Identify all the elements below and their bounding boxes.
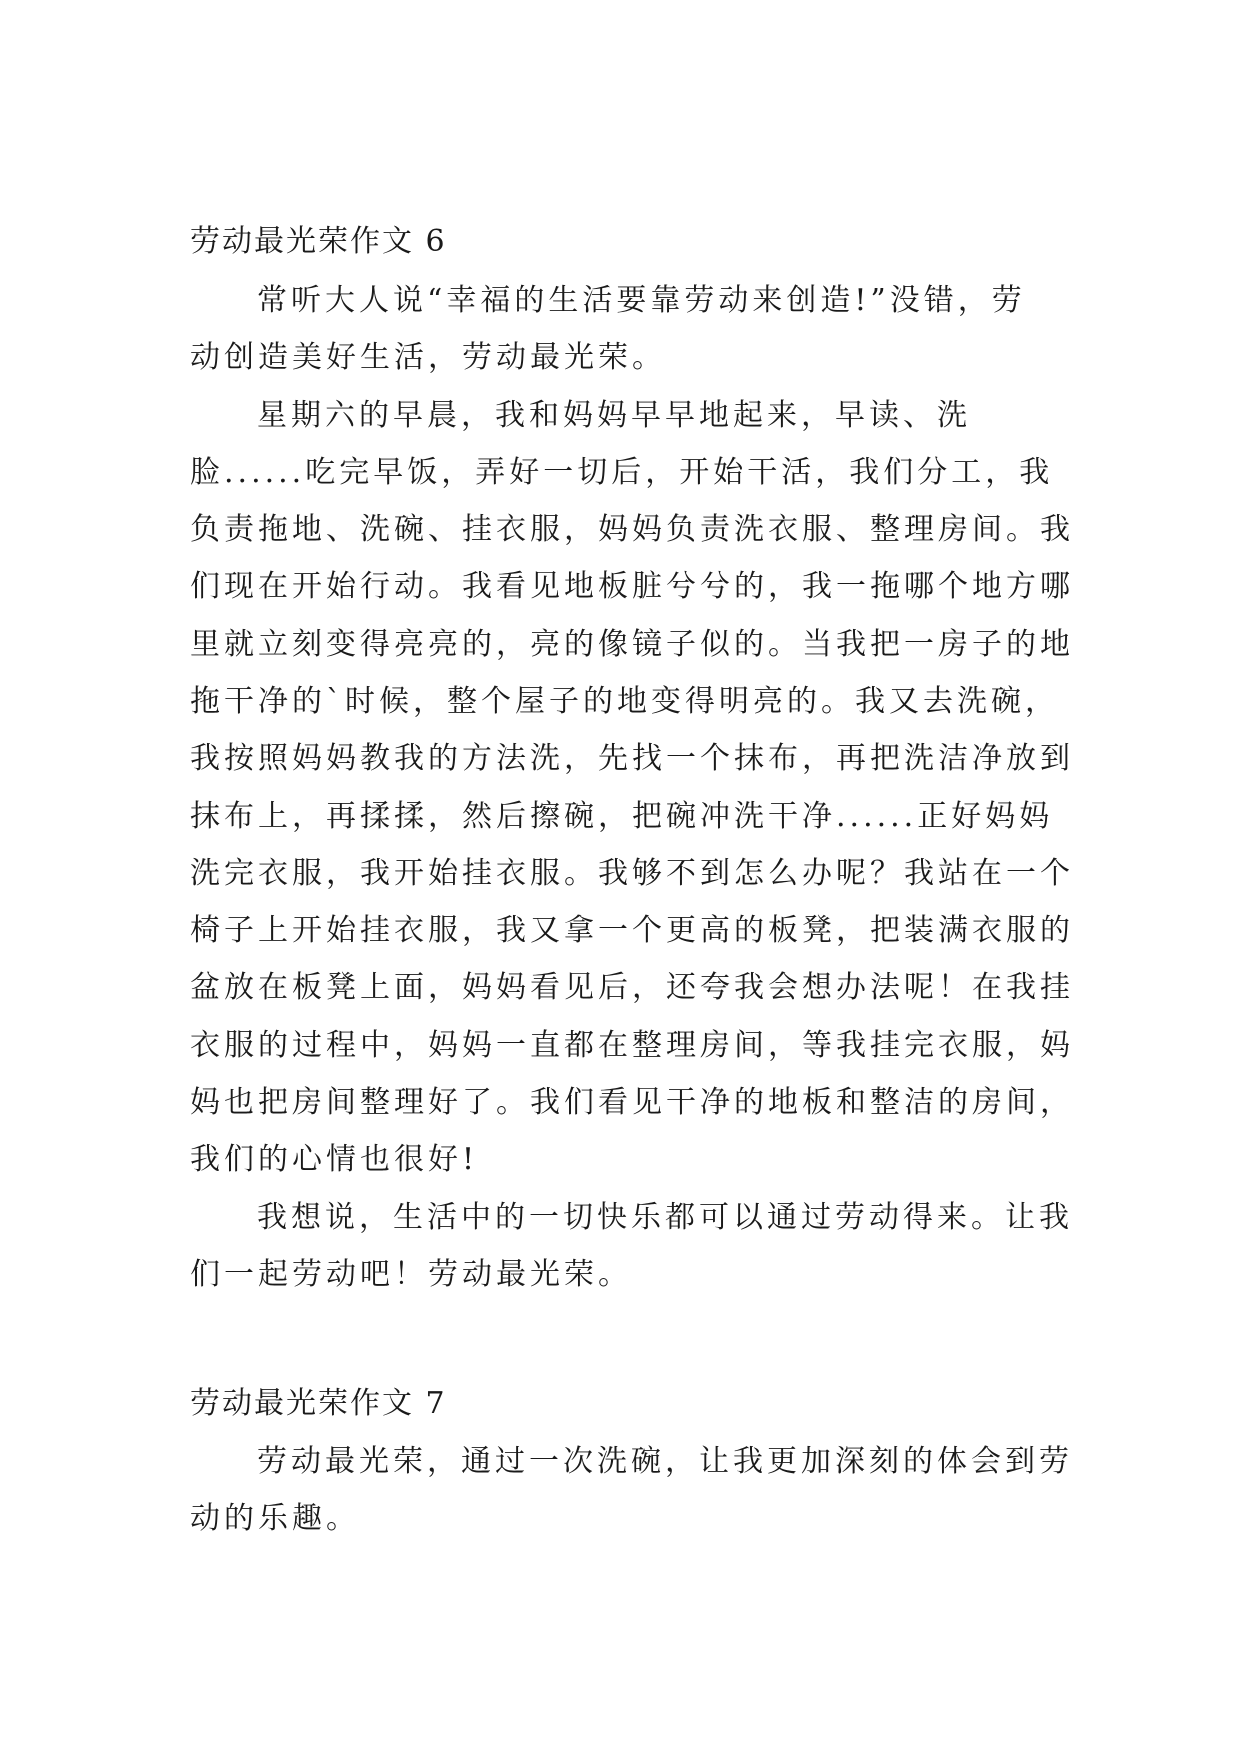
text-line: 椅子上开始挂衣服，我又拿一个更高的板凳，把装满衣服的	[190, 913, 1074, 948]
text-line: 衣服的过程中，妈妈一直都在整理房间，等我挂完衣服，妈	[190, 1028, 1074, 1063]
text-line: 拖干净的`时候，整个屋子的地变得明亮的。我又去洗碗，	[190, 684, 1059, 719]
text-line: 洗完衣服，我开始挂衣服。我够不到怎么办呢？我站在一个	[190, 856, 1074, 891]
text-line: 妈也把房间整理好了。我们看见干净的地板和整洁的房间，	[190, 1085, 1074, 1120]
text-line: 动的乐趣。	[190, 1501, 360, 1536]
text-line: 里就立刻变得亮亮的，亮的像镜子似的。当我把一房子的地	[190, 627, 1074, 662]
text-line: 负责拖地、洗碗、挂衣服，妈妈负责洗衣服、整理房间。我	[190, 512, 1074, 547]
section-heading: 劳动最光荣作文 6	[190, 224, 447, 259]
text-line: 我按照妈妈教我的方法洗，先找一个抹布，再把洗洁净放到	[190, 741, 1074, 776]
text-line: 常听大人说“幸福的生活要靠劳动来创造!”没错，劳	[257, 283, 1026, 318]
text-line: 们现在开始行动。我看见地板脏兮兮的，我一拖哪个地方哪	[190, 569, 1074, 604]
text-line: 劳动最光荣，通过一次洗碗，让我更加深刻的体会到劳	[257, 1444, 1073, 1479]
text-line: 动创造美好生活，劳动最光荣。	[190, 340, 666, 375]
text-line: 盆放在板凳上面，妈妈看见后，还夸我会想办法呢！在我挂	[190, 970, 1074, 1005]
text-line: 抹布上，再揉揉，然后擦碗，把碗冲洗干净......正好妈妈	[190, 799, 1054, 834]
text-line: 我想说，生活中的一切快乐都可以通过劳动得来。让我	[257, 1200, 1073, 1235]
text-line: 我们的心情也很好!	[190, 1142, 479, 1177]
section-heading: 劳动最光荣作文 7	[190, 1386, 447, 1421]
text-line: 们一起劳动吧！劳动最光荣。	[190, 1257, 632, 1292]
text-line: 脸......吃完早饭，弄好一切后，开始干活，我们分工，我	[190, 455, 1054, 490]
text-line: 星期六的早晨，我和妈妈早早地起来，早读、洗	[257, 398, 971, 433]
